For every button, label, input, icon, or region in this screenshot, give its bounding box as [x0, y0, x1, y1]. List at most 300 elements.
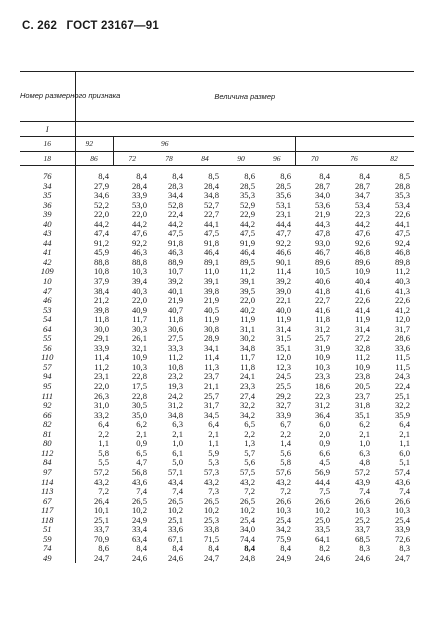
table-cell: 34,4 [167, 190, 183, 201]
feature-number: 84 [20, 458, 75, 468]
table-cell: 1,1 [208, 438, 219, 449]
table-cell: 12,3 [275, 361, 291, 372]
table-cell: 46,4 [203, 247, 219, 258]
table-row [20, 554, 414, 564]
table-cell: 57,6 [275, 466, 291, 477]
row16-value: 96 [151, 137, 187, 152]
table-cell: 72,6 [394, 533, 411, 544]
table-cell: 31,0 [93, 400, 109, 411]
table-cell: 40,3 [394, 276, 411, 287]
table-cell: 8,5 [399, 171, 411, 181]
table-cell: 41,8 [314, 285, 330, 296]
table-cell: 39,2 [167, 276, 183, 287]
table-cell: 11,2 [240, 266, 255, 277]
table-cell: 28,5 [275, 180, 291, 191]
table-cell: 75,9 [275, 533, 291, 544]
table-cell: 8,6 [280, 171, 291, 181]
table-cell: 44,4 [275, 218, 291, 229]
table-cell: 38,4 [93, 285, 109, 296]
table-cell: 43,6 [394, 476, 411, 487]
table-cell: 8,2 [319, 543, 330, 554]
feature-number: 113 [20, 487, 75, 497]
feature-number: 67 [20, 497, 75, 507]
table-cell: 37,9 [93, 276, 109, 287]
page-header [22, 20, 165, 32]
table-cell: 6,7 [280, 419, 291, 430]
table-cell: 40,3 [131, 285, 147, 296]
feature-number: 35 [20, 191, 75, 201]
table-cell: 40,0 [275, 304, 291, 315]
table-cell: 34,7 [354, 190, 370, 201]
feature-number: 64 [20, 325, 75, 335]
size-column-header: 76 [334, 151, 374, 166]
table-cell: 39,1 [203, 276, 219, 287]
table-cell: 6,3 [359, 447, 370, 458]
table-cell: 22,6 [394, 295, 411, 306]
table-cell: 91,8 [167, 237, 183, 248]
row16-value: 92 [75, 137, 113, 152]
table-cell: 39,5 [239, 285, 255, 296]
table-cell: 21,9 [167, 295, 183, 306]
table-cell: 24,6 [131, 552, 147, 563]
table-cell: 22,4 [167, 209, 183, 220]
table-cell: 22,0 [239, 295, 255, 306]
table-cell: 31,9 [314, 342, 330, 353]
table-cell: 7,4 [399, 486, 411, 497]
table-cell: 89,8 [394, 256, 411, 267]
table-cell: 1,1 [399, 438, 411, 449]
table-cell: 56,8 [131, 466, 147, 477]
table-cell: 25,7 [314, 333, 330, 344]
table-cell: 10,7 [167, 266, 183, 277]
feature-number: 54 [20, 315, 75, 325]
table-cell: 31,4 [275, 323, 291, 334]
table-cell: 28,5 [239, 180, 255, 191]
table-cell: 11,7 [132, 314, 147, 325]
feature-number: 97 [20, 468, 75, 478]
table-cell: 31,4 [354, 323, 370, 334]
table-cell: 23,7 [203, 371, 219, 382]
table-cell: 10,9 [354, 361, 370, 372]
table-cell: 10,3 [314, 361, 330, 372]
table-cell: 46,3 [167, 247, 183, 258]
table-cell: 91,8 [203, 237, 219, 248]
feature-number: 81 [20, 430, 75, 440]
table-cell: 52,7 [203, 199, 219, 210]
table-cell: 47,5 [239, 228, 255, 239]
table-cell: 25,4 [275, 514, 291, 525]
table-cell: 35,9 [394, 409, 411, 420]
table-cell: 8,4 [359, 171, 370, 181]
table-cell: 53,4 [394, 199, 411, 210]
table-cell: 10,2 [239, 505, 255, 516]
table-cell: 6,2 [136, 419, 147, 430]
table-cell: 30,5 [131, 400, 147, 411]
table-cell: 33,7 [354, 524, 370, 535]
table-cell: 2,2 [244, 428, 255, 439]
table-cell: 25,1 [394, 390, 411, 401]
table-cell: 10,3 [131, 266, 147, 277]
table-cell: 89,6 [354, 256, 370, 267]
table-cell: 40,4 [354, 276, 370, 287]
table-cell: 33,5 [314, 524, 330, 535]
table-cell: 24,9 [275, 552, 291, 563]
table-cell: 31,2 [314, 323, 330, 334]
table-cell: 67,1 [167, 533, 183, 544]
table-cell: 24,3 [394, 371, 411, 382]
table-cell: 10,2 [131, 505, 147, 516]
table-cell: 57,3 [203, 466, 219, 477]
size-column-header: 78 [151, 151, 187, 166]
table-cell: 43,2 [203, 476, 219, 487]
table-cell: 6,2 [359, 419, 370, 430]
table-cell: 40,1 [167, 285, 183, 296]
table-cell: 7,4 [136, 486, 147, 497]
table-cell: 30,8 [203, 323, 219, 334]
feature-number: 80 [20, 439, 75, 449]
feature-number: 118 [20, 516, 75, 526]
table-cell: 31,2 [314, 400, 330, 411]
table-cell: 52,8 [167, 199, 183, 210]
table-cell: 30,6 [167, 323, 183, 334]
table-cell: 8,4 [280, 543, 291, 554]
size-column-header: 84 [187, 151, 223, 166]
table-cell: 47,8 [314, 228, 330, 239]
size-column-header: 72 [113, 151, 151, 166]
table-cell: 21,1 [203, 381, 219, 392]
table-cell: 10,3 [394, 505, 411, 516]
table-cell: 47,5 [394, 228, 411, 239]
table-cell: 22,8 [131, 371, 147, 382]
table-cell: 57,1 [167, 466, 183, 477]
table-cell: 11,3 [204, 361, 219, 372]
table-cell: 27,5 [167, 333, 183, 344]
table-cell: 41,4 [354, 304, 370, 315]
feature-number: 56 [20, 344, 75, 354]
table-cell: 4,7 [136, 457, 147, 468]
table-cell: 34,8 [203, 190, 219, 201]
table-cell: 20,5 [354, 381, 370, 392]
feature-number: 59 [20, 535, 75, 545]
table-cell: 24,7 [203, 552, 219, 563]
feature-number: 82 [20, 420, 75, 430]
table-cell: 43,6 [131, 476, 147, 487]
size-column-header: 90 [223, 151, 259, 166]
table-cell: 33,6 [394, 342, 411, 353]
table-cell: 39,2 [275, 276, 291, 287]
table-cell: 10,3 [131, 361, 147, 372]
table-cell: 31,2 [167, 400, 183, 411]
table-cell: 39,8 [93, 304, 109, 315]
table-cell: 24,9 [131, 514, 147, 525]
table-cell: 10,8 [93, 266, 109, 277]
table-cell: 5,5 [98, 457, 109, 468]
table-cell: 23,2 [167, 371, 183, 382]
table-cell: 11,8 [240, 361, 255, 372]
table-cell: 43,9 [354, 476, 370, 487]
table-cell: 36,4 [314, 409, 330, 420]
table-cell: 10,5 [314, 266, 330, 277]
table-cell: 22,0 [93, 209, 109, 220]
table-cell: 74,4 [239, 533, 255, 544]
table-cell: 7,2 [244, 486, 255, 497]
table-cell: 57,4 [394, 466, 411, 477]
table-cell: 56,9 [314, 466, 330, 477]
table-cell: 12,0 [394, 314, 411, 325]
feature-number: 53 [20, 306, 75, 316]
table-cell: 88,8 [93, 256, 109, 267]
feature-number: 110 [20, 353, 75, 363]
table-cell: 21,9 [314, 209, 330, 220]
table-cell: 35,1 [354, 409, 370, 420]
table-cell: 90,1 [275, 256, 291, 267]
table-cell: 43,2 [275, 476, 291, 487]
table-cell: 30,3 [131, 323, 147, 334]
table-cell: 47,7 [275, 228, 291, 239]
table-cell: 18,6 [314, 381, 330, 392]
size-column-header: 82 [374, 151, 414, 166]
table-cell: 33,8 [203, 524, 219, 535]
table-cell: 11,2 [94, 361, 109, 372]
table-cell: 10,2 [167, 505, 183, 516]
table-cell: 5,6 [280, 447, 291, 458]
table-cell: 8,4 [172, 543, 183, 554]
table-cell: 7,2 [280, 486, 291, 497]
table-cell: 34,0 [239, 524, 255, 535]
table-cell: 26,6 [275, 495, 291, 506]
table-cell: 32,2 [239, 400, 255, 411]
table-cell: 46,8 [394, 247, 411, 258]
feature-number: 10 [20, 277, 75, 287]
table-cell: 5,7 [244, 447, 255, 458]
table-cell: 89,6 [314, 256, 330, 267]
table-cell: 8,6 [98, 543, 109, 554]
feature-number: 66 [20, 411, 75, 421]
table-cell: 25,3 [203, 514, 219, 525]
table-cell: 92,6 [354, 237, 370, 248]
table-cell: 92,2 [275, 237, 291, 248]
table-cell: 2,1 [136, 428, 147, 439]
table-cell: 8,3 [399, 543, 411, 554]
table-cell: 57,5 [239, 466, 255, 477]
table-cell: 6,1 [172, 447, 183, 458]
table-cell: 47,5 [167, 228, 183, 239]
table-cell: 2,2 [280, 428, 291, 439]
table-cell: 70,9 [93, 533, 109, 544]
table-cell: 27,2 [354, 333, 370, 344]
table-cell: 11,9 [204, 314, 219, 325]
table-cell: 23,8 [354, 371, 370, 382]
table-cell: 6,5 [136, 447, 147, 458]
table-cell: 31,8 [354, 400, 370, 411]
table-cell: 22,3 [354, 209, 370, 220]
table-cell: 24,7 [394, 552, 411, 563]
table-cell: 10,1 [93, 505, 109, 516]
table-cell: 11,2 [395, 266, 411, 277]
table-cell: 6,3 [172, 419, 183, 430]
table-cell: 28,7 [314, 180, 330, 191]
table-cell: 6,0 [399, 447, 411, 458]
table-cell: 23,3 [239, 381, 255, 392]
table-cell: 92,2 [131, 237, 147, 248]
table-cell: 46,3 [131, 247, 147, 258]
table-cell: 24,8 [239, 552, 255, 563]
table-cell: 25,0 [314, 514, 330, 525]
table-cell: 25,7 [203, 390, 219, 401]
table-cell: 8,4 [136, 543, 147, 554]
table-cell: 11,9 [355, 314, 370, 325]
table-cell: 22,0 [93, 381, 109, 392]
table-cell: 7,4 [172, 486, 183, 497]
feature-number: 40 [20, 220, 75, 230]
feature-number: 46 [20, 296, 75, 306]
table-cell: 53,0 [131, 199, 147, 210]
table-cell: 7,4 [359, 486, 370, 497]
table-cell: 28,3 [167, 180, 183, 191]
table-cell: 28,4 [203, 180, 219, 191]
feature-number: 114 [20, 478, 75, 488]
table-cell: 4,8 [359, 457, 370, 468]
table-cell: 32,2 [394, 400, 411, 411]
table-cell: 5,9 [208, 447, 219, 458]
feature-number: 47 [20, 287, 75, 297]
table-cell: 8,3 [359, 543, 370, 554]
table-cell: 6,4 [98, 419, 109, 430]
table-cell: 26,1 [131, 333, 147, 344]
table-cell: 5,1 [399, 457, 411, 468]
table-cell: 89,5 [239, 256, 255, 267]
table-cell: 1,0 [359, 438, 370, 449]
table-cell: 25,1 [167, 514, 183, 525]
table-cell: 10,3 [354, 505, 370, 516]
table-cell: 25,2 [354, 514, 370, 525]
feature-number: 42 [20, 258, 75, 268]
table-cell: 57,2 [354, 466, 370, 477]
feature-number: 94 [20, 372, 75, 382]
table-cell: 30,2 [239, 333, 255, 344]
table-cell: 11,5 [395, 352, 411, 363]
table-cell: 88,8 [131, 256, 147, 267]
table-cell: 47,4 [93, 228, 109, 239]
row18-label: 18 [20, 151, 75, 166]
table-cell: 53,1 [275, 199, 291, 210]
table-cell: 6,6 [319, 447, 330, 458]
table-cell: 23,1 [275, 209, 291, 220]
table-cell: 35,1 [275, 342, 291, 353]
feature-number: 51 [20, 525, 75, 535]
table-cell: 26,4 [93, 495, 109, 506]
table-cell: 92,4 [394, 237, 411, 248]
table-cell: 41,2 [394, 304, 411, 315]
table-cell: 40,5 [203, 304, 219, 315]
table-cell: 44,3 [314, 218, 330, 229]
table-cell: 43,2 [239, 476, 255, 487]
table-cell: 22,0 [131, 295, 147, 306]
table-cell: 2,1 [399, 428, 411, 439]
table-cell: 8,4 [319, 171, 330, 181]
table-cell: 5,3 [208, 457, 219, 468]
table-cell: 27,4 [239, 390, 255, 401]
table-cell: 28,9 [203, 333, 219, 344]
feature-number: 74 [20, 544, 75, 554]
table-cell: 45,9 [93, 247, 109, 258]
table-cell: 33,9 [394, 524, 411, 535]
table-cell: 11,9 [276, 314, 291, 325]
feature-number: 36 [20, 201, 75, 211]
table-cell: 6,0 [319, 419, 330, 430]
table-cell: 4,5 [319, 457, 330, 468]
table-cell: 25,4 [239, 514, 255, 525]
table-cell: 0,9 [319, 438, 330, 449]
table-cell: 35,6 [275, 190, 291, 201]
table-cell: 44,1 [394, 218, 411, 229]
table-cell: 43,2 [93, 476, 109, 487]
table-cell: 8,4 [172, 171, 183, 181]
table-cell: 26,5 [239, 495, 255, 506]
page-label: С. 262 [22, 20, 58, 32]
table-cell: 28,6 [394, 333, 411, 344]
value-header-label: Величина размер [75, 72, 414, 122]
table-cell: 32,1 [131, 342, 147, 353]
table-cell: 2,2 [98, 428, 109, 439]
table-cell: 1,0 [172, 438, 183, 449]
table-cell: 26,6 [314, 495, 330, 506]
table-cell: 24,7 [93, 552, 109, 563]
table-cell: 2,1 [359, 428, 370, 439]
table-cell: 11,2 [355, 352, 370, 363]
table-cell: 11,8 [168, 314, 183, 325]
table-cell: 23,1 [93, 371, 109, 382]
table-cell: 6,4 [208, 419, 219, 430]
feature-number: 44 [20, 239, 75, 249]
table-cell: 47,5 [203, 228, 219, 239]
table-cell: 17,5 [131, 381, 147, 392]
table-cell: 10,9 [131, 352, 147, 363]
table-cell: 11,4 [204, 352, 219, 363]
table-cell: 28,8 [394, 180, 411, 191]
table-cell: 5,8 [98, 447, 109, 458]
table-cell: 34,2 [239, 409, 255, 420]
table-cell: 71,5 [203, 533, 219, 544]
size-column-header: 86 [75, 151, 113, 166]
table-cell: 25,5 [275, 381, 291, 392]
table-cell: 33,9 [93, 342, 109, 353]
table-cell: 41,6 [314, 304, 330, 315]
table-cell: 0,9 [136, 438, 147, 449]
table-cell: 22,8 [131, 390, 147, 401]
table-cell: 22,7 [203, 209, 219, 220]
table-cell: 5,8 [280, 457, 291, 468]
table-cell: 8,6 [244, 171, 255, 181]
table-cell: 64,1 [314, 533, 330, 544]
table-cell: 24,5 [275, 371, 291, 382]
table-cell: 7,2 [98, 486, 109, 497]
table-cell: 35,0 [131, 409, 147, 420]
table-cell: 11,8 [94, 314, 109, 325]
table-cell: 1,3 [244, 438, 255, 449]
table-cell: 10,9 [314, 352, 330, 363]
table-cell: 32,7 [275, 400, 291, 411]
table-cell: 22,9 [239, 209, 255, 220]
table-cell: 31,1 [239, 323, 255, 334]
feature-number: 117 [20, 506, 75, 516]
table-cell: 11,4 [276, 266, 291, 277]
table-cell: 33,9 [275, 409, 291, 420]
table-cell: 8,5 [208, 171, 219, 181]
table-cell: 30,0 [93, 323, 109, 334]
table-cell: 24,6 [354, 552, 370, 563]
table-cell: 22,0 [131, 209, 147, 220]
